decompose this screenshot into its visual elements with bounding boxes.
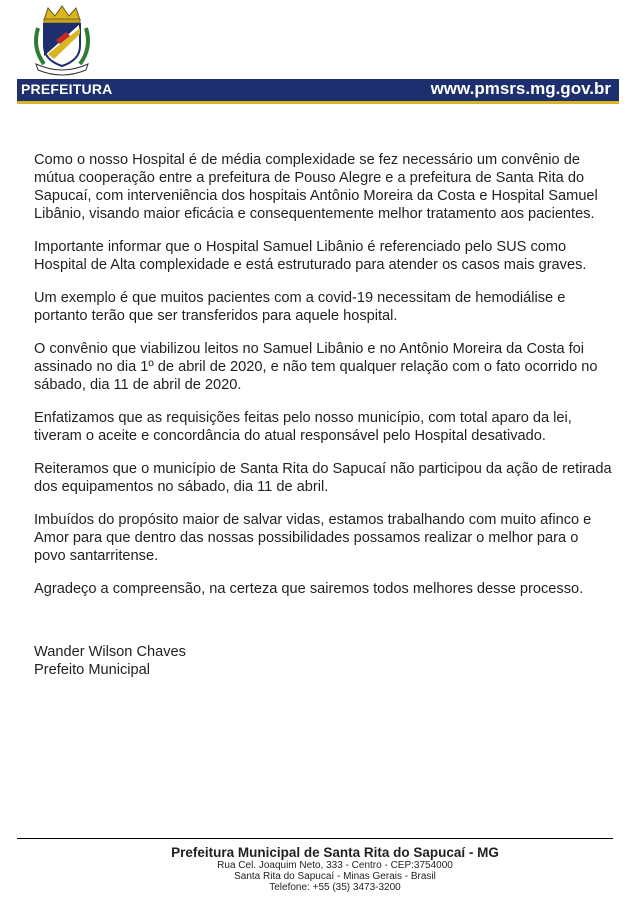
paragraph: Importante informar que o Hospital Samuel Libânio é referenciado pelo SUS como Hospital de Alta complexidade e está estruturado para atender os casos mais graves.	[34, 239, 587, 273]
footer-title: Prefeitura Municipal de Santa Rita do Sapucaí - MG	[171, 845, 499, 860]
paragraph: O convênio que viabilizou leitos no Samuel Libânio e no Antônio Moreira da Costa foi assinado no dia 1º de abril de 2020, e não tem qualquer relação com o fato ocorrido no sábado, dia 11 de abril de 2020.	[34, 341, 598, 393]
paragraph: Agradeço a compreensão, na certeza que sairemos todos melhores desse processo.	[34, 581, 584, 597]
paragraph: Enfatizamos que as requisições feitas pelo nosso município, com total aparo da lei, tiveram o aceite e concordância do atual responsável pelo Hospital desativado.	[34, 410, 572, 444]
letter-body	[34, 151, 614, 613]
footer-divider	[17, 838, 613, 839]
website-link[interactable]: www.pmsrs.mg.gov.br	[430, 79, 611, 98]
footer-address: Rua Cel. Joaquim Neto, 333 - Centro - CEP:3754000	[217, 860, 453, 871]
municipal-crest-icon	[26, 4, 98, 76]
paragraph: Um exemplo é que muitos pacientes com a covid-19 necessitam de hemodiálise e portanto terão que ser transferidos para aquele hospital.	[34, 290, 566, 324]
footer-phone: Telefone: +55 (35) 3473-3200	[269, 882, 401, 893]
header-label: PREFEITURA	[21, 81, 113, 97]
signer-name: Wander Wilson Chaves	[34, 644, 186, 660]
footer-city: Santa Rita do Sapucaí - Minas Gerais - Brasil	[234, 871, 436, 882]
paragraph: Imbuídos do propósito maior de salvar vidas, estamos trabalhando com muito afinco e Amor para que dentro das nossas possibilidades possamos realizar o melhor para o povo santarritense.	[34, 512, 592, 564]
footer	[0, 845, 640, 893]
signature-block	[34, 643, 186, 679]
signer-role: Prefeito Municipal	[34, 662, 150, 678]
paragraph: Como o nosso Hospital é de média complexidade se fez necessário um convênio de mútua cooperação entre a prefeitura de Pouso Alegre e a prefeitura de Santa Rita do Sapucaí, com interveniência dos hospitais Antônio Moreira da Costa e Hospital Samuel Libânio, visando maior eficácia e consequentemente melhor tratamento aos pacientes.	[34, 152, 598, 222]
paragraph: Reiteramos que o município de Santa Rita do Sapucaí não participou da ação de retirada dos equipamentos no sábado, dia 11 de abril.	[34, 461, 612, 495]
header-bar	[17, 79, 619, 104]
